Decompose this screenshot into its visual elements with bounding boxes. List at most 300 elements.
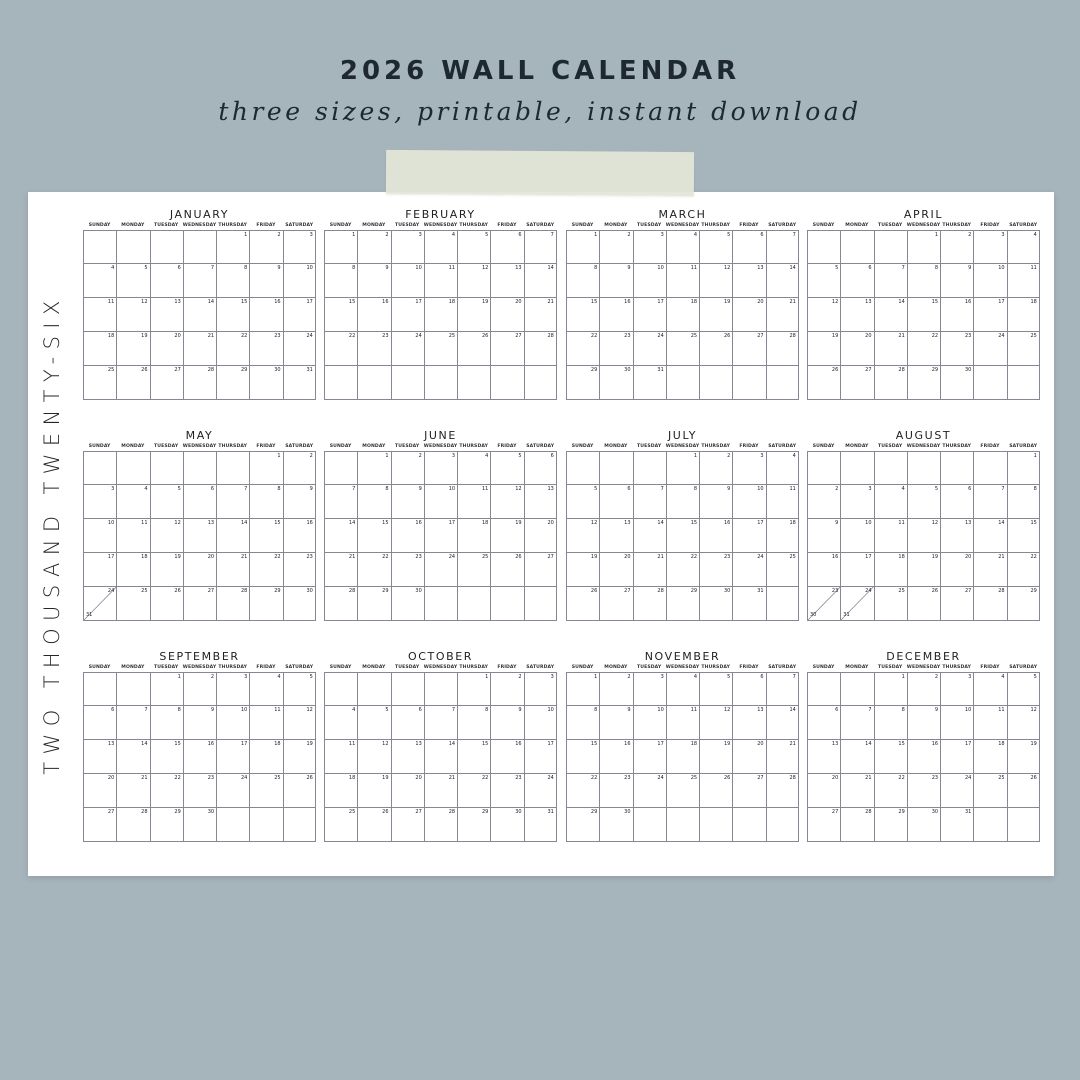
weekday-label: MONDAY xyxy=(845,444,869,449)
day-cell xyxy=(116,230,149,264)
day-cell xyxy=(732,519,765,553)
day-cell xyxy=(283,706,316,740)
day-number: 29 xyxy=(1030,588,1037,594)
day-cell xyxy=(216,451,249,485)
day-number: 18 xyxy=(998,741,1005,747)
day-cell xyxy=(116,706,149,740)
weekday-label: MONDAY xyxy=(121,223,145,228)
day-number: 20 xyxy=(624,554,631,560)
day-number: 11 xyxy=(448,265,456,271)
day-number: 3 xyxy=(1001,232,1005,238)
weekday-label: FRIDAY xyxy=(256,665,276,670)
day-cell xyxy=(457,366,490,400)
day-number: 16 xyxy=(964,299,972,305)
day-cell xyxy=(840,332,873,366)
day-number: 3 xyxy=(660,232,664,238)
day-cell xyxy=(216,332,249,366)
weekday-label: SATURDAY xyxy=(285,223,314,228)
day-cell xyxy=(940,298,973,332)
weekday-label: SUNDAY xyxy=(329,665,352,670)
day-cell xyxy=(490,451,523,485)
day-cell xyxy=(457,706,490,740)
weekday-label: FRIDAY xyxy=(497,223,517,228)
day-cell xyxy=(940,366,973,400)
day-cell xyxy=(699,366,732,400)
day-number: 9 xyxy=(627,707,631,713)
weekday-label: TUESDAY xyxy=(637,223,662,228)
day-number: 21 xyxy=(240,554,248,560)
day-cell xyxy=(150,672,183,706)
day-cell xyxy=(666,774,699,808)
day-number: 5 xyxy=(594,486,598,492)
day-number: 6 xyxy=(518,232,522,238)
day-cell xyxy=(216,519,249,553)
day-number: 4 xyxy=(352,707,356,713)
day-cell xyxy=(424,298,457,332)
day-cell xyxy=(973,672,1006,706)
day-cell xyxy=(324,672,357,706)
day-cell xyxy=(424,808,457,842)
day-number: 24 xyxy=(964,775,972,781)
day-cell xyxy=(524,298,557,332)
day-cell xyxy=(666,587,699,621)
day-number: 16 xyxy=(624,299,631,305)
day-number: 22 xyxy=(174,775,181,781)
day-cell xyxy=(1007,264,1040,298)
day-number: 10 xyxy=(240,707,248,713)
day-number: 15 xyxy=(590,741,598,747)
weekday-label: SUNDAY xyxy=(88,444,111,449)
day-cell xyxy=(249,298,282,332)
washi-tape xyxy=(386,150,694,196)
day-number: 31 xyxy=(306,367,313,373)
day-cell xyxy=(357,808,390,842)
day-cell xyxy=(150,519,183,553)
day-cell xyxy=(283,553,316,587)
day-number: 13 xyxy=(415,741,422,747)
day-cell xyxy=(1007,587,1040,621)
day-cell xyxy=(840,264,873,298)
day-cell xyxy=(457,672,490,706)
day-cell xyxy=(840,366,873,400)
day-cell xyxy=(666,366,699,400)
day-cell xyxy=(874,740,907,774)
day-cell xyxy=(490,672,523,706)
day-number: 17 xyxy=(865,554,872,560)
day-cell xyxy=(973,808,1006,842)
day-number: 11 xyxy=(690,707,698,713)
day-cell xyxy=(183,553,216,587)
day-number: 11 xyxy=(481,486,489,492)
day-number: 2 xyxy=(309,453,313,459)
weekday-label: SATURDAY xyxy=(526,444,555,449)
day-number: 15 xyxy=(898,741,905,747)
page-title: 2026 WALL CALENDAR xyxy=(339,56,741,86)
day-number: 1 xyxy=(244,232,248,238)
weekday-label: TUESDAY xyxy=(154,665,179,670)
day-cell xyxy=(490,587,523,621)
day-cell xyxy=(83,519,116,553)
day-cell xyxy=(324,553,357,587)
day-cell xyxy=(973,706,1006,740)
day-number: 22 xyxy=(481,775,489,781)
day-number: 25 xyxy=(107,367,115,373)
day-number: 10 xyxy=(657,265,664,271)
weekday-label: SATURDAY xyxy=(1009,444,1038,449)
weekday-label: WEDNESDAY xyxy=(182,665,217,670)
day-cell xyxy=(324,264,357,298)
day-cell xyxy=(216,587,249,621)
weekday-label: THURSDAY xyxy=(459,223,488,228)
day-number: 26 xyxy=(306,775,313,781)
day-number: 13 xyxy=(757,707,764,713)
day-number: 13 xyxy=(107,741,115,747)
day-cell xyxy=(807,298,840,332)
day-number: 28 xyxy=(657,588,664,594)
day-number: 26 xyxy=(1030,775,1037,781)
month-name: FEBRUARY xyxy=(405,208,476,221)
day-cell xyxy=(766,332,799,366)
day-number: 22 xyxy=(931,333,939,339)
day-cell xyxy=(807,230,840,264)
day-number: 24 xyxy=(240,775,248,781)
day-cell xyxy=(699,451,732,485)
day-number: 20 xyxy=(207,554,215,560)
day-number: 30 xyxy=(415,588,422,594)
day-cell xyxy=(391,451,424,485)
weekday-label: MONDAY xyxy=(604,223,628,228)
day-cell xyxy=(391,672,424,706)
day-number: 6 xyxy=(868,265,872,271)
day-cell xyxy=(807,808,840,842)
day-cell xyxy=(391,774,424,808)
day-number: 8 xyxy=(901,707,905,713)
day-number: 18 xyxy=(789,520,796,526)
day-number: 15 xyxy=(382,520,389,526)
day-number: 20 xyxy=(964,554,972,560)
day-number: 21 xyxy=(547,299,554,305)
day-number: 28 xyxy=(240,588,248,594)
day-cell xyxy=(973,230,1006,264)
day-cell xyxy=(216,366,249,400)
day-number: 1 xyxy=(693,453,698,459)
day-number: 17 xyxy=(964,741,972,747)
month-name: OCTOBER xyxy=(407,650,474,663)
day-number: 3 xyxy=(760,453,764,459)
day-number: 10 xyxy=(306,265,313,271)
day-number: 12 xyxy=(481,265,489,271)
day-cell xyxy=(183,519,216,553)
weekday-label: SUNDAY xyxy=(812,444,835,449)
day-cell xyxy=(249,587,282,621)
day-number: 8 xyxy=(1033,486,1037,492)
day-number: 24 xyxy=(547,775,554,781)
day-cell xyxy=(183,366,216,400)
day-number: 13 xyxy=(757,265,764,271)
day-cell xyxy=(324,298,357,332)
weekday-label: FRIDAY xyxy=(980,665,1000,670)
day-cell xyxy=(732,298,765,332)
day-number: 13 xyxy=(831,741,839,747)
day-number: 30 xyxy=(931,809,939,815)
day-number: 24 xyxy=(107,588,115,594)
day-number: 29 xyxy=(174,809,181,815)
day-number: 5 xyxy=(835,265,839,271)
day-number: 20 xyxy=(865,333,872,339)
day-number: 15 xyxy=(590,299,598,305)
day-cell xyxy=(599,298,632,332)
day-number: 31 xyxy=(657,367,664,373)
day-cell xyxy=(766,519,799,553)
weekday-label: SUNDAY xyxy=(812,223,835,228)
day-number: 25 xyxy=(141,588,148,594)
day-number: 2 xyxy=(385,232,389,238)
day-cell xyxy=(666,740,699,774)
month-name: JANUARY xyxy=(169,208,230,221)
day-number: 25 xyxy=(448,333,456,339)
day-number: 1 xyxy=(177,674,181,680)
day-cell xyxy=(457,485,490,519)
day-number: 22 xyxy=(348,333,356,339)
day-cell xyxy=(183,808,216,842)
day-cell xyxy=(391,553,424,587)
day-number: 19 xyxy=(723,299,731,305)
day-cell xyxy=(283,332,316,366)
day-number: 13 xyxy=(547,486,554,492)
day-cell xyxy=(116,264,149,298)
day-number: 14 xyxy=(207,299,215,305)
day-number: 15 xyxy=(1030,520,1037,526)
day-cell xyxy=(116,519,149,553)
day-number: 15 xyxy=(348,299,356,305)
day-cell xyxy=(699,230,732,264)
day-number: 27 xyxy=(547,554,554,560)
day-number: 1 xyxy=(352,232,356,238)
month-grid xyxy=(807,451,1040,621)
day-cell xyxy=(524,264,557,298)
day-number: 27 xyxy=(757,775,764,781)
day-cell xyxy=(599,587,632,621)
day-cell xyxy=(874,672,907,706)
day-cell xyxy=(183,332,216,366)
day-cell xyxy=(424,706,457,740)
day-cell xyxy=(283,774,316,808)
day-number: 24 xyxy=(415,333,422,339)
day-cell xyxy=(732,672,765,706)
day-cell xyxy=(973,740,1006,774)
weekday-label: THURSDAY xyxy=(218,223,247,228)
day-cell xyxy=(83,366,116,400)
day-cell xyxy=(1007,298,1040,332)
day-number: 13 xyxy=(865,299,872,305)
day-number: 24 xyxy=(306,333,313,339)
day-cell xyxy=(357,553,390,587)
day-number: 8 xyxy=(352,265,356,271)
day-cell xyxy=(283,451,316,485)
weekday-label: MONDAY xyxy=(121,444,145,449)
day-number: 30 xyxy=(624,367,631,373)
day-number: 18 xyxy=(141,554,148,560)
day-number: 30 xyxy=(306,588,313,594)
day-number: 19 xyxy=(831,333,839,339)
day-number: 22 xyxy=(382,554,389,560)
day-number: 2 xyxy=(210,674,215,680)
day-number: 23 xyxy=(515,775,522,781)
day-cell xyxy=(324,332,357,366)
day-cell xyxy=(524,706,557,740)
day-number: 23 xyxy=(931,775,939,781)
day-cell xyxy=(807,366,840,400)
weekday-label: SATURDAY xyxy=(285,444,314,449)
day-number: 21 xyxy=(448,775,456,781)
day-cell xyxy=(566,672,599,706)
day-cell xyxy=(732,774,765,808)
day-cell xyxy=(907,740,940,774)
day-number: 19 xyxy=(481,299,489,305)
weekday-label: WEDNESDAY xyxy=(182,444,217,449)
day-number: 27 xyxy=(624,588,631,594)
day-number: 28 xyxy=(789,333,796,339)
weekday-label: SUNDAY xyxy=(571,444,594,449)
day-cell xyxy=(907,553,940,587)
day-number: 26 xyxy=(831,367,839,373)
day-number: 8 xyxy=(693,486,698,492)
day-cell xyxy=(424,519,457,553)
day-number: 25 xyxy=(1030,333,1037,339)
month-name: NOVEMBER xyxy=(644,650,721,663)
weekday-label: SUNDAY xyxy=(88,223,111,228)
day-number: 9 xyxy=(968,265,972,271)
day-cell xyxy=(424,451,457,485)
day-number: 2 xyxy=(277,232,281,238)
day-number: 3 xyxy=(968,674,972,680)
day-number: 29 xyxy=(590,367,598,373)
weekday-label: WEDNESDAY xyxy=(906,444,941,449)
day-cell xyxy=(490,553,523,587)
day-number: 7 xyxy=(868,707,872,713)
day-number: 23 xyxy=(306,554,313,560)
day-cell xyxy=(116,366,149,400)
day-cell xyxy=(524,774,557,808)
weekday-label: THURSDAY xyxy=(942,223,971,228)
day-cell xyxy=(566,264,599,298)
day-cell xyxy=(283,230,316,264)
day-number: 12 xyxy=(306,707,313,713)
day-cell xyxy=(874,553,907,587)
day-number: 12 xyxy=(931,520,939,526)
weekday-label: SATURDAY xyxy=(1009,223,1038,228)
day-number: 4 xyxy=(693,674,698,680)
day-number: 14 xyxy=(448,741,456,747)
day-cell xyxy=(1007,519,1040,553)
day-cell xyxy=(357,451,390,485)
day-cell xyxy=(457,740,490,774)
month-grid xyxy=(83,672,316,842)
day-number: 6 xyxy=(550,453,554,459)
day-number: 28 xyxy=(998,588,1005,594)
weekday-label: THURSDAY xyxy=(701,223,730,228)
day-cell xyxy=(766,366,799,400)
day-number: 24 xyxy=(757,554,764,560)
day-cell xyxy=(249,740,282,774)
day-cell xyxy=(732,706,765,740)
day-number: 25 xyxy=(348,809,356,815)
day-number: 4 xyxy=(1001,674,1005,680)
month-february xyxy=(324,209,557,406)
weekday-label: WEDNESDAY xyxy=(423,223,458,228)
day-cell xyxy=(732,264,765,298)
day-cell xyxy=(907,264,940,298)
day-number: 11 xyxy=(998,707,1005,713)
day-number: 28 xyxy=(789,775,796,781)
day-number: 7 xyxy=(792,674,796,680)
day-number: 22 xyxy=(690,554,698,560)
day-cell xyxy=(874,230,907,264)
day-cell xyxy=(150,706,183,740)
day-cell xyxy=(83,587,116,621)
day-number: 26 xyxy=(174,588,181,594)
day-number: 10 xyxy=(415,265,422,271)
month-august xyxy=(807,430,1040,627)
day-cell xyxy=(599,366,632,400)
day-number: 7 xyxy=(244,486,248,492)
day-cell xyxy=(1007,672,1040,706)
weekday-label: FRIDAY xyxy=(497,665,517,670)
day-number: 1 xyxy=(594,232,598,238)
month-march xyxy=(566,209,799,406)
day-cell xyxy=(599,774,632,808)
day-number: 9 xyxy=(418,486,422,492)
day-cell xyxy=(183,298,216,332)
day-number: 22 xyxy=(240,333,248,339)
day-cell xyxy=(699,332,732,366)
day-cell xyxy=(599,485,632,519)
day-number: 14 xyxy=(240,520,248,526)
day-number: 11 xyxy=(789,486,796,492)
day-number: 16 xyxy=(306,520,313,526)
day-cell xyxy=(216,553,249,587)
day-cell xyxy=(699,672,732,706)
weekday-label: WEDNESDAY xyxy=(423,444,458,449)
day-number: 13 xyxy=(174,299,181,305)
day-cell xyxy=(940,808,973,842)
day-cell xyxy=(249,774,282,808)
day-number: 29 xyxy=(240,367,248,373)
day-cell xyxy=(150,587,183,621)
day-cell xyxy=(324,366,357,400)
weekday-label: FRIDAY xyxy=(980,444,1000,449)
day-number: 6 xyxy=(835,707,839,713)
day-number: 5 xyxy=(727,674,731,680)
day-cell xyxy=(216,230,249,264)
weekday-label: SUNDAY xyxy=(88,665,111,670)
day-cell xyxy=(83,553,116,587)
day-number: 11 xyxy=(1030,265,1037,271)
day-number: 22 xyxy=(590,775,598,781)
day-number: 1 xyxy=(277,453,281,459)
day-cell xyxy=(1007,553,1040,587)
day-number: 5 xyxy=(177,486,181,492)
year-side-label: TWO THOUSAND TWENTY-SIX xyxy=(40,293,64,775)
day-cell xyxy=(874,774,907,808)
day-cell xyxy=(766,672,799,706)
weekday-label: FRIDAY xyxy=(256,223,276,228)
day-cell xyxy=(566,587,599,621)
day-cell xyxy=(973,366,1006,400)
weekday-label: MONDAY xyxy=(845,223,869,228)
day-number: 23 xyxy=(415,554,422,560)
day-cell xyxy=(874,264,907,298)
